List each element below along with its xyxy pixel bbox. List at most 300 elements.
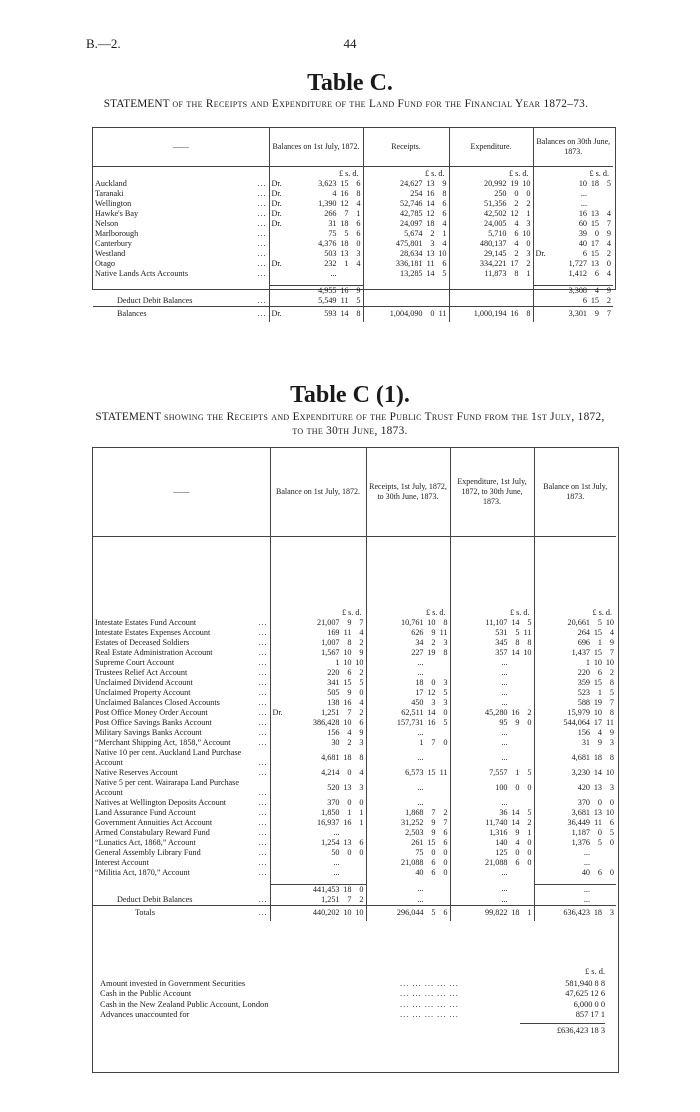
table-c-header-expenditure: Expenditure. xyxy=(449,128,533,166)
amount: ... xyxy=(583,894,590,904)
expenditure xyxy=(450,728,534,738)
row-label xyxy=(93,678,270,688)
amount: 11,873 8 1 xyxy=(484,269,531,278)
amount: 232 1 4 xyxy=(324,259,361,268)
amount: ... xyxy=(501,668,508,677)
row-label-text: Post Office Money Order Account xyxy=(95,708,208,717)
row-label-text: Auckland xyxy=(95,179,127,188)
row-label-text: Unclaimed Balances Closed Accounts xyxy=(95,698,220,707)
leader-dots: ... xyxy=(258,728,268,737)
closing-balance xyxy=(534,868,616,878)
row-label-text: Native 5 per cent. Wairarapa Land Purchase Account xyxy=(95,778,239,797)
row-label-text: Otago xyxy=(95,259,116,268)
row-label-text: “Lunatics Act, 1868,” Account xyxy=(95,838,196,847)
leader-dots: ... xyxy=(258,738,268,747)
table-row xyxy=(93,249,613,259)
row-label xyxy=(93,306,269,322)
leader-dots: ... xyxy=(257,229,267,238)
closing-balance xyxy=(534,728,616,738)
row-label xyxy=(93,895,270,906)
receipts xyxy=(363,259,449,269)
expenditure xyxy=(450,778,534,798)
summary-units: £ s. d. xyxy=(584,967,605,976)
opening-balance xyxy=(270,708,366,718)
row-label-text: Marlborough xyxy=(95,229,139,238)
summary-label: Amount invested in Government Securities xyxy=(100,979,246,988)
closing-balance xyxy=(534,668,616,678)
amount: ... xyxy=(333,828,340,837)
receipts xyxy=(366,688,450,698)
receipts xyxy=(366,708,450,718)
closing-balance xyxy=(533,249,613,259)
leader-dots: ... xyxy=(258,618,268,627)
amount: 51,356 2 2 xyxy=(483,199,531,208)
closing-balance xyxy=(534,838,616,848)
amount: 1 10 10 xyxy=(335,658,364,667)
expenditure xyxy=(450,884,534,895)
receipts xyxy=(363,239,449,249)
amount: ... xyxy=(417,658,424,667)
table-row xyxy=(93,688,616,698)
amount: 36 14 5 xyxy=(499,808,532,817)
row-label xyxy=(93,868,270,878)
closing-balance xyxy=(534,628,616,638)
closing-balance xyxy=(534,698,616,708)
closing-balance xyxy=(533,296,613,307)
closing-balance xyxy=(533,285,613,296)
row-label-text: Wellington xyxy=(95,199,132,208)
amount: 21,088 6 0 xyxy=(400,858,448,867)
amount: 157,731 16 5 xyxy=(396,718,448,727)
amount: ... xyxy=(501,894,508,904)
table-c-header-blank: —— xyxy=(172,141,189,151)
row-label xyxy=(93,858,270,868)
table-row xyxy=(93,199,613,209)
expenditure xyxy=(450,828,534,838)
row-label-text: Natives at Wellington Deposits Account xyxy=(95,798,227,807)
opening-balance xyxy=(270,658,366,668)
row-label xyxy=(93,778,270,798)
leader-dots: ... xyxy=(257,295,267,305)
opening-balance xyxy=(270,648,366,658)
summary-value: 6,000 0 0 xyxy=(573,999,605,1009)
amount: 45,280 16 2 xyxy=(484,708,532,717)
amount: 15,979 10 8 xyxy=(567,708,614,717)
series-code: B.—2. xyxy=(86,36,121,51)
summary-label: Cash in the Public Account xyxy=(100,989,192,999)
opening-balance xyxy=(269,229,363,239)
amount: 42,785 12 6 xyxy=(399,209,447,218)
expenditure xyxy=(450,688,534,698)
opening-balance xyxy=(269,285,363,296)
amount: 1 10 10 xyxy=(585,658,614,667)
amount: 4,376 18 0 xyxy=(318,239,361,248)
summary-value: 857 17 1 xyxy=(575,1010,605,1020)
opening-balance xyxy=(270,748,366,768)
table-row xyxy=(93,818,616,828)
opening-balance xyxy=(270,798,366,808)
amount: 24,005 4 3 xyxy=(483,219,531,228)
opening-balance xyxy=(269,269,363,279)
amount: 20,661 5 10 xyxy=(567,618,614,627)
closing-balance xyxy=(534,648,616,658)
receipts xyxy=(366,618,450,628)
summary-label: Cash in the New Zealand Public Account, London xyxy=(100,999,269,1009)
amount: ... xyxy=(333,868,340,877)
row-label xyxy=(93,738,270,748)
closing-balance xyxy=(534,638,616,648)
expenditure xyxy=(450,678,534,688)
amount: 359 15 8 xyxy=(577,678,614,687)
amount: 3,308 4 9 xyxy=(568,285,611,295)
amount: 6,573 15 11 xyxy=(405,768,448,777)
leader-dots: ... xyxy=(257,239,267,248)
table-c-header-opening: Balances on 1st July, 1872. xyxy=(269,128,363,166)
summary-row xyxy=(100,979,605,989)
units-label: £ s. d. xyxy=(449,166,533,179)
amount: 75 0 0 xyxy=(415,848,448,857)
expenditure xyxy=(449,219,533,229)
amount: 39 0 9 xyxy=(578,229,611,238)
row-label-text: “Militia Act, 1870,” Account xyxy=(95,868,190,877)
amount: ... xyxy=(501,698,508,707)
closing-balance xyxy=(533,306,613,322)
row-label xyxy=(93,698,270,708)
opening-balance xyxy=(270,718,366,728)
debit-prefix: Dr. xyxy=(271,179,282,188)
receipts xyxy=(366,678,450,688)
table-row xyxy=(93,828,616,838)
table-row xyxy=(93,618,616,628)
expenditure xyxy=(450,905,534,921)
row-label-text: Canterbury xyxy=(95,239,132,248)
amount: 31 9 3 xyxy=(581,738,614,747)
subtotal-row xyxy=(93,285,613,296)
closing-balance xyxy=(534,618,616,628)
row-label-text: Land Assurance Fund Account xyxy=(95,808,196,817)
amount: 140 4 0 xyxy=(495,838,532,847)
table-row xyxy=(93,858,616,868)
receipts xyxy=(366,698,450,708)
leader-dots: ... xyxy=(258,798,268,807)
leader-dots: ... xyxy=(257,189,267,198)
amount: 30 2 3 xyxy=(331,738,364,747)
row-label xyxy=(93,618,270,628)
leader-dots: ... xyxy=(258,668,268,677)
opening-balance xyxy=(269,189,363,199)
closing-balance xyxy=(534,778,616,798)
closing-balance xyxy=(534,768,616,778)
amount: 125 0 0 xyxy=(495,848,532,857)
closing-balance xyxy=(534,688,616,698)
amount: 4 16 8 xyxy=(332,189,361,198)
expenditure xyxy=(449,239,533,249)
amount: 334,221 17 2 xyxy=(479,259,531,268)
table-row xyxy=(93,738,616,748)
amount: 156 4 9 xyxy=(327,728,364,737)
closing-balance xyxy=(534,718,616,728)
amount: 34 2 3 xyxy=(415,638,448,647)
opening-balance xyxy=(269,199,363,209)
table-c1-header-opening: Balance on 1st July, 1872. xyxy=(270,448,366,536)
receipts xyxy=(363,199,449,209)
amount: 21,007 9 7 xyxy=(316,618,364,627)
amount: ... xyxy=(501,753,508,762)
leader-dots: ... xyxy=(258,688,268,697)
amount: 370 0 0 xyxy=(577,798,614,807)
summary-label: Advances unaccounted for xyxy=(100,1010,190,1020)
amount: 5,674 2 1 xyxy=(404,229,447,238)
units-row xyxy=(93,166,613,179)
opening-balance xyxy=(269,306,363,322)
opening-balance xyxy=(269,179,363,189)
amount: ... xyxy=(501,884,508,894)
amount: 156 4 9 xyxy=(577,728,614,737)
amount: 4,681 18 8 xyxy=(321,753,364,762)
row-label xyxy=(93,708,270,718)
row-label-text: Native Lands Acts Accounts xyxy=(95,269,188,278)
row-label-text: Deduct Debit Balances xyxy=(117,295,193,305)
row-label xyxy=(93,658,270,668)
amount: ... xyxy=(501,728,508,737)
summary-block xyxy=(100,967,605,1036)
table-row xyxy=(93,648,616,658)
amount: 1,251 7 2 xyxy=(321,894,364,904)
row-label-text: Balances xyxy=(117,309,147,319)
closing-balance xyxy=(534,828,616,838)
amount: 220 6 2 xyxy=(327,668,364,677)
amount: 3,681 13 10 xyxy=(571,808,614,817)
units-label: £ s. d. xyxy=(450,536,534,618)
amount: 336,181 11 6 xyxy=(395,259,447,268)
opening-balance xyxy=(270,808,366,818)
receipts xyxy=(363,179,449,189)
debit-prefix: Dr. xyxy=(271,219,282,228)
opening-balance xyxy=(269,209,363,219)
amount: 24,097 18 4 xyxy=(399,219,447,228)
expenditure xyxy=(450,618,534,628)
row-label xyxy=(93,628,270,638)
closing-balance xyxy=(533,219,613,229)
amount: 10,761 10 8 xyxy=(400,618,448,627)
receipts xyxy=(363,269,449,279)
amount: 636,423 18 3 xyxy=(563,908,614,918)
row-label-text: Westland xyxy=(95,249,126,258)
table-row xyxy=(93,808,616,818)
amount: 95 9 0 xyxy=(499,718,532,727)
debit-prefix: Dr. xyxy=(272,708,283,717)
table-row xyxy=(93,638,616,648)
row-label xyxy=(93,179,269,189)
amount: 593 14 8 xyxy=(324,309,361,319)
row-label xyxy=(93,259,269,269)
amount: 1,868 7 2 xyxy=(405,808,448,817)
opening-balance xyxy=(269,219,363,229)
row-label-text: Totals xyxy=(135,908,155,918)
leader-dots: ... xyxy=(257,249,267,258)
expenditure xyxy=(450,718,534,728)
amount: 523 1 5 xyxy=(577,688,614,697)
closing-balance xyxy=(534,818,616,828)
table-row xyxy=(93,189,613,199)
row-label xyxy=(93,905,270,921)
receipts xyxy=(366,848,450,858)
debit-prefix: Dr. xyxy=(271,209,282,218)
table-row xyxy=(93,708,616,718)
amount: 1,004,090 0 11 xyxy=(389,309,447,319)
amount: 13,285 14 5 xyxy=(399,269,447,278)
amount: 42,502 12 1 xyxy=(483,209,531,218)
amount: 1,437 15 7 xyxy=(571,648,614,657)
closing-balance xyxy=(534,808,616,818)
amount: 40 6 0 xyxy=(415,868,448,877)
debit-prefix: Dr. xyxy=(271,259,282,268)
table-row xyxy=(93,768,616,778)
amount: ... xyxy=(583,848,590,857)
amount: ... xyxy=(417,728,424,737)
opening-balance xyxy=(270,618,366,628)
expenditure xyxy=(449,199,533,209)
amount: 50 0 0 xyxy=(331,848,364,857)
units-label: £ s. d. xyxy=(363,166,449,179)
units-blank xyxy=(93,536,270,618)
leader-dots: ... xyxy=(258,648,268,657)
table-c1-statement: STATEMENT showing the Receipts and Expenditure of the Public Trust Fund from the 1st July, 1872, to the 30th June, 1873. xyxy=(95,411,605,437)
debit-prefix: Dr. xyxy=(271,199,282,208)
receipts xyxy=(366,768,450,778)
receipts xyxy=(363,209,449,219)
amount: 254 16 8 xyxy=(410,189,447,198)
row-label xyxy=(93,285,269,296)
expenditure xyxy=(450,895,534,906)
row-label-text: Unclaimed Property Account xyxy=(95,688,191,697)
amount: 6 15 2 xyxy=(582,249,611,258)
receipts xyxy=(363,229,449,239)
page-number: 44 xyxy=(343,36,357,51)
closing-balance xyxy=(534,678,616,688)
row-label xyxy=(93,728,270,738)
amount: 16,937 16 1 xyxy=(316,818,364,827)
table-row xyxy=(93,698,616,708)
units-label: £ s. d. xyxy=(534,536,616,618)
amount: 544,064 17 11 xyxy=(563,718,614,727)
table-row xyxy=(93,269,613,279)
amount: 1,390 12 4 xyxy=(318,199,361,208)
table-c1-header-closing: Balance on 1st July, 1873. xyxy=(534,448,616,536)
closing-balance xyxy=(534,884,616,895)
table-row xyxy=(93,229,613,239)
opening-balance xyxy=(270,905,366,921)
expenditure xyxy=(450,708,534,718)
amount: 220 6 2 xyxy=(577,668,614,677)
amount: 16 13 4 xyxy=(578,209,611,218)
receipts xyxy=(366,738,450,748)
leader-dots: ... xyxy=(258,808,268,817)
receipts xyxy=(366,884,450,895)
row-label xyxy=(93,768,270,778)
leader-dots: ... xyxy=(258,638,268,647)
amount: 505 9 0 xyxy=(327,688,364,697)
leader-dots: ... xyxy=(258,718,268,727)
row-label xyxy=(93,718,270,728)
receipts xyxy=(366,808,450,818)
page-header xyxy=(86,36,614,56)
debit-prefix: Dr. xyxy=(535,249,546,258)
expenditure xyxy=(450,748,534,768)
row-label-text: Unclaimed Dividend Account xyxy=(95,678,193,687)
amount: 18 0 3 xyxy=(415,678,448,687)
amount: 31 18 6 xyxy=(328,219,361,228)
receipts xyxy=(366,628,450,638)
opening-balance xyxy=(270,818,366,828)
row-label-text: Estates of Deceased Soldiers xyxy=(95,638,190,647)
receipts xyxy=(366,658,450,668)
summary-row xyxy=(100,1010,605,1020)
amount: ... xyxy=(417,884,424,894)
amount: 10 18 5 xyxy=(578,179,611,188)
receipts xyxy=(363,285,449,296)
row-label xyxy=(93,269,269,279)
table-row xyxy=(93,239,613,249)
leader-dots: ... xyxy=(257,199,267,208)
amount: ... xyxy=(417,753,424,762)
receipts xyxy=(366,748,450,768)
expenditure xyxy=(450,768,534,778)
receipts xyxy=(366,638,450,648)
row-label-text: General Assembly Library Fund xyxy=(95,848,201,857)
row-label xyxy=(93,296,269,307)
amount: 520 13 3 xyxy=(327,783,364,792)
units-row xyxy=(93,536,616,618)
table-c1-title: Table C (1). xyxy=(290,382,410,408)
table-c1-header-blank: —— xyxy=(173,486,190,496)
amount: 6 15 2 xyxy=(582,295,611,305)
table-c-header-receipts: Receipts. xyxy=(363,128,449,166)
table-c1-header-expenditure: Expenditure, 1st July, 1872, to 30th June, 1873. xyxy=(450,448,534,536)
expenditure xyxy=(449,285,533,296)
receipts xyxy=(366,828,450,838)
leader-dots: ... xyxy=(258,858,268,867)
amount: 20,992 19 10 xyxy=(483,179,531,188)
amount: 264 15 4 xyxy=(577,628,614,637)
summary-value: 581,940 8 8 xyxy=(565,979,605,988)
units-label: £ s. d. xyxy=(270,536,366,618)
amount: 24,627 13 9 xyxy=(399,179,447,188)
row-label xyxy=(93,189,269,199)
leader-dots: ... xyxy=(258,768,268,777)
row-label-text: Real Estate Administration Account xyxy=(95,648,213,657)
table-row xyxy=(93,728,616,738)
expenditure xyxy=(449,269,533,279)
table-row xyxy=(93,848,616,858)
receipts xyxy=(366,728,450,738)
row-label-text: Hawke's Bay xyxy=(95,209,139,218)
balances-row xyxy=(93,306,613,322)
row-label xyxy=(93,239,269,249)
expenditure xyxy=(450,838,534,848)
row-label-text: Government Annuities Act Account xyxy=(95,818,213,827)
opening-balance xyxy=(270,728,366,738)
leader-dots: ... xyxy=(257,179,267,188)
receipts xyxy=(366,838,450,848)
opening-balance xyxy=(270,895,366,906)
expenditure xyxy=(450,648,534,658)
row-label xyxy=(93,818,270,828)
row-label xyxy=(93,884,270,895)
summary-total: £636,423 18 3 xyxy=(556,1025,605,1035)
units-blank xyxy=(93,166,269,179)
amount: 1,187 0 5 xyxy=(571,828,614,837)
